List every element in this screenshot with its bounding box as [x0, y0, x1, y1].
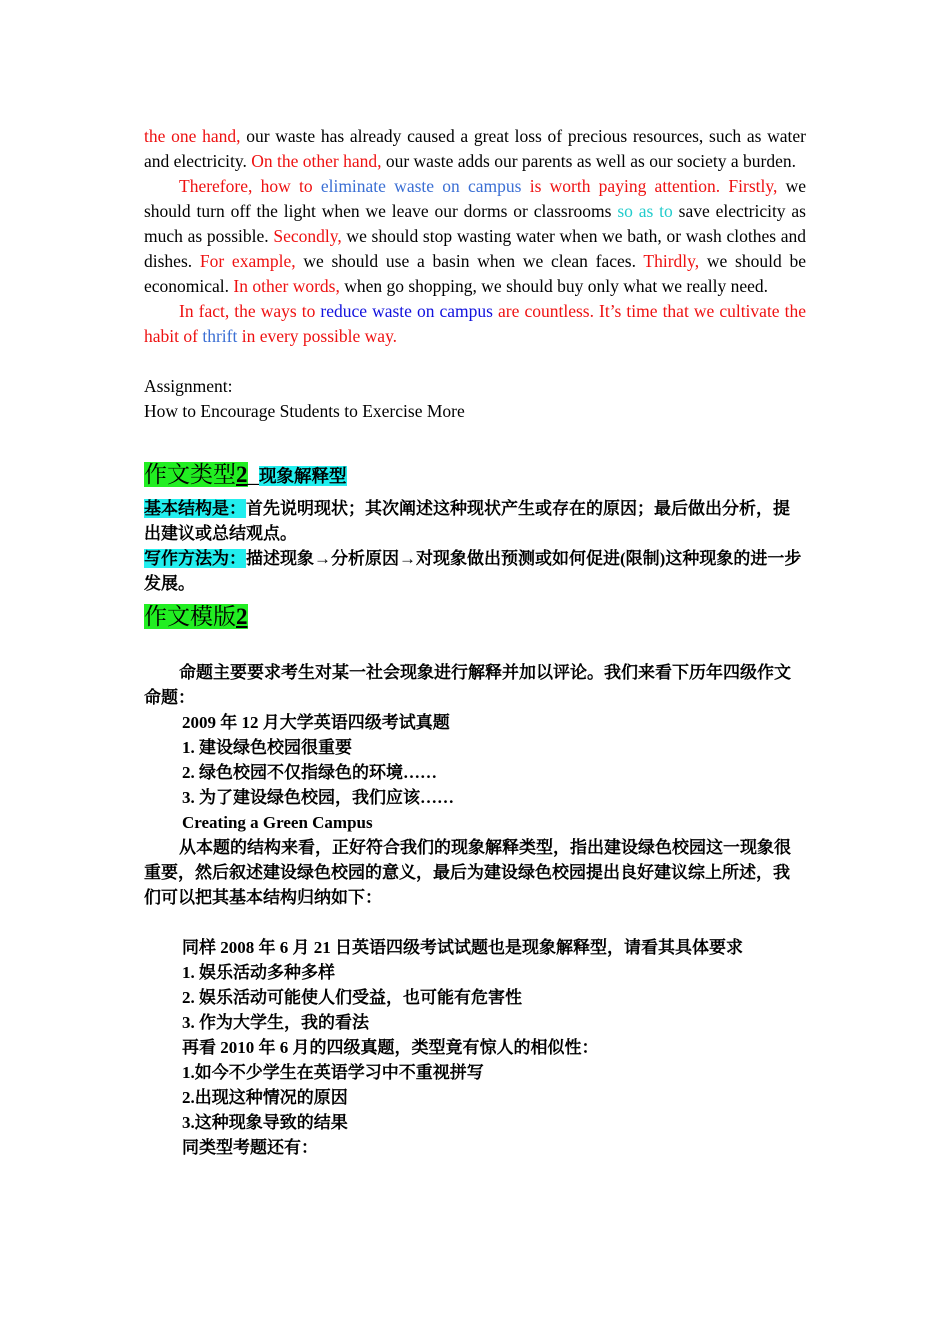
transition-phrase: In other words,: [233, 276, 340, 296]
essay-paragraph-2: [144, 174, 806, 299]
heading-label: 作文类型2: [144, 462, 248, 487]
method-paragraph: [144, 546, 806, 596]
exam2-title: 同样 2008 年 6 月 21 日英语四级考试试题也是现象解释型，请看其具体要求: [182, 938, 743, 957]
exam1-item: 2. 绿色校园不仅指绿色的环境……: [182, 763, 437, 782]
essay-text: we should stop wasting water when we bath, or wash clothes and dishes.: [144, 226, 807, 271]
essay-paragraph-3: [144, 299, 806, 349]
analysis-paragraph: 从本题的结构来看，正好符合我们的现象解释类型，指出建设绿色校园这一现象很重要，然后叙述建设绿色校园的意义，最后为建设绿色校园提出良好建议综上所述，我们可以把其基本结构归纳如下：: [144, 838, 791, 907]
transition-phrase: are countless. It’s time that we cultivate the habit of: [144, 301, 806, 346]
document-page: [144, 124, 806, 1160]
exam3-item: 3.这种现象导致的结果: [182, 1113, 348, 1132]
transition-phrase: in every possible way.: [237, 326, 398, 346]
transition-phrase: For example,: [199, 251, 296, 271]
transition-phrase: the one hand,: [144, 126, 241, 146]
assignment-label: Assignment:: [144, 376, 233, 396]
assignment-title: How to Encourage Students to Exercise More: [144, 401, 465, 421]
essay-text: we should be economical.: [144, 251, 806, 296]
transition-phrase: On the other hand,: [251, 151, 382, 171]
method-label: 写作方法为：: [144, 549, 246, 568]
essay-text: we should use a basin when we clean faces.: [295, 251, 644, 271]
exam2-item: 1. 娱乐活动多种多样: [182, 963, 335, 982]
essay-paragraph-1: [144, 124, 806, 174]
exam3-title: 再看 2010 年 6 月的四级真题，类型竟有惊人的相似性：: [182, 1038, 599, 1057]
transition-phrase: is worth paying attention. Firstly,: [521, 176, 778, 196]
template-heading: [144, 602, 806, 632]
topic-phrase: reduce waste on campus: [320, 301, 493, 321]
structure-text: 首先说明现状；其次阐述这种现状产生或存在的原因；最后做出分析，提出建议或总结观点。: [144, 499, 790, 543]
exam3-item: 1.如今不少学生在英语学习中不重视拼写: [182, 1063, 484, 1082]
structure-paragraph: [144, 496, 806, 546]
transition-phrase: Therefore, how to: [179, 176, 321, 196]
exam3-item: 2.出现这种情况的原因: [182, 1088, 348, 1107]
essay-text: when go shopping, we should buy only what we really need.: [339, 276, 769, 296]
transition-phrase: Secondly,: [273, 226, 342, 246]
exam1-item: 1. 建设绿色校园很重要: [182, 738, 352, 757]
heading-subtitle: 现象解释型: [259, 466, 347, 486]
transition-phrase: In fact, the ways to: [179, 301, 321, 321]
essay-text: our waste has already caused a great loss of precious resources, such as water and electricity.: [144, 126, 806, 171]
more-label: 同类型考题还有：: [182, 1138, 318, 1157]
exam2-item: 2. 娱乐活动可能使人们受益，也可能有危害性: [182, 988, 522, 1007]
exam1-topic: Creating a Green Campus: [182, 813, 373, 832]
topic-phrase: thrift: [202, 326, 238, 346]
purpose-phrase: so as to: [617, 201, 673, 221]
essay-text: save electricity as much as possible.: [144, 201, 806, 246]
essay-text: we should turn off the light when we leave our dorms or classrooms: [144, 176, 807, 221]
transition-phrase: Thirdly,: [643, 251, 700, 271]
structure-label: 基本结构是：: [144, 499, 246, 518]
section-heading: 作文类型2_现象解释型: [144, 462, 347, 487]
exam2-item: 3. 作为大学生，我的看法: [182, 1013, 369, 1032]
intro-paragraph: 命题主要要求考生对某一社会现象进行解释并加以评论。我们来看下历年四级作文命题：: [144, 663, 791, 707]
topic-phrase: eliminate waste on campus: [320, 176, 522, 196]
essay-text: our waste adds our parents as well as our society a burden.: [381, 151, 796, 171]
template-label: 作文模版2: [144, 604, 248, 629]
exam1-item: 3. 为了建设绿色校园，我们应该……: [182, 788, 454, 807]
method-text: 描述现象→分析原因→对现象做出预测或如何促进(限制)这种现象的进一步发展。: [144, 549, 802, 593]
exam1-title: 2009 年 12 月大学英语四级考试真题: [182, 713, 450, 732]
